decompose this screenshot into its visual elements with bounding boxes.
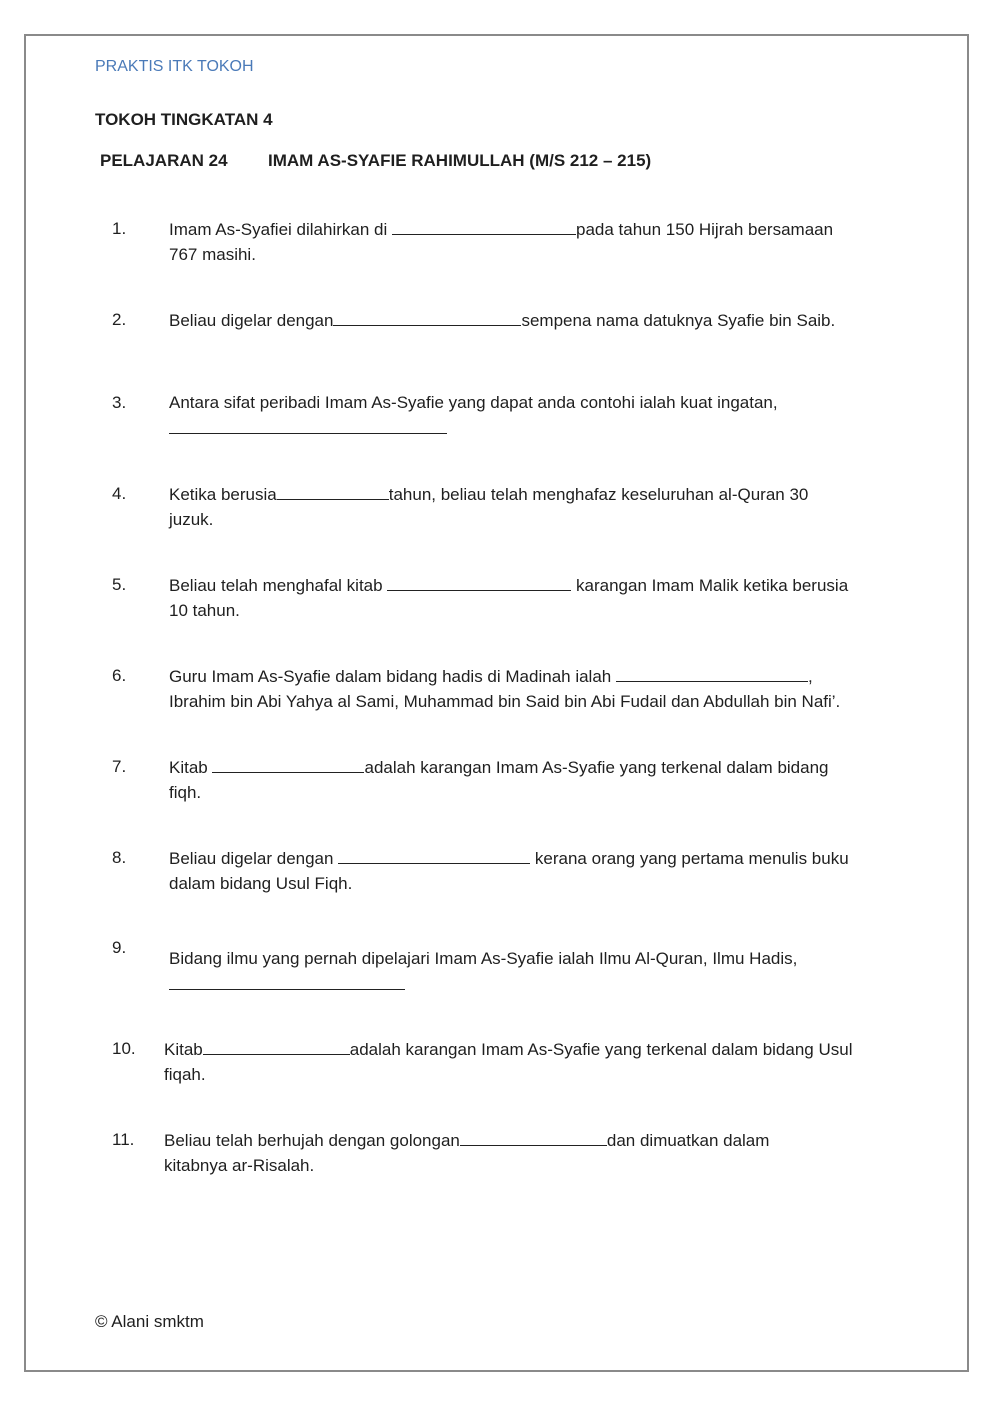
worksheet-header: PRAKTIS ITK TOKOH [95, 58, 254, 75]
question-text: kitabnya ar-Risalah. [164, 1156, 315, 1175]
question-text: Ibrahim bin Abi Yahya al Sami, Muhammad bin Said bin Abi Fudail dan Abdullah bin Nafi’. [169, 692, 841, 711]
question-number: 1. [112, 219, 127, 238]
question-number: 11. [112, 1130, 135, 1149]
question-text: 767 masihi. [169, 245, 256, 264]
answer-blank[interactable] [212, 754, 364, 773]
question-text: Antara sifat peribadi Imam As-Syafie yang dapat anda contohi ialah kuat ingatan, [169, 393, 778, 412]
question-text: Bidang ilmu yang pernah dipelajari Imam As-Syafie ialah Ilmu Al-Quran, Ilmu Hadis, [169, 949, 798, 968]
question-text: pada tahun 150 Hijrah bersamaan [575, 220, 834, 239]
question-text: Kitab [164, 1040, 203, 1059]
answer-blank[interactable] [460, 1127, 607, 1146]
question-text: dan dimuatkan dalam [606, 1131, 770, 1150]
worksheet-title: TOKOH TINGKATAN 4 [95, 110, 273, 129]
answer-blank[interactable] [338, 845, 530, 864]
question-text: sempena nama datuknya Syafie bin Saib. [521, 311, 836, 330]
question-text: fiqah. [164, 1065, 206, 1084]
question-text: Ketika berusia [169, 485, 277, 504]
lesson-label: PELAJARAN 24 [100, 151, 228, 170]
answer-blank[interactable] [392, 216, 576, 235]
answer-blank[interactable] [169, 971, 405, 990]
question-text: adalah karangan Imam As-Syafie yang terkenal dalam bidang Usul [349, 1040, 853, 1059]
question-number: 8. [112, 848, 127, 867]
question-text: , [807, 667, 813, 686]
question-text: kerana orang yang pertama menulis buku [530, 849, 849, 868]
question-text: Beliau telah berhujah dengan golongan [164, 1131, 460, 1150]
question-text: tahun, beliau telah menghafaz keseluruhan al-Quran 30 [388, 485, 809, 504]
lesson-heading [100, 151, 652, 171]
question-number: 2. [112, 310, 127, 329]
question-text: juzuk. [169, 510, 214, 529]
answer-blank[interactable] [387, 572, 571, 591]
question-number: 6. [112, 666, 127, 685]
question-text: fiqh. [169, 783, 202, 802]
answer-blank[interactable] [277, 481, 389, 500]
copyright-footer: © Alani smktm [95, 1312, 204, 1331]
question-number: 9. [112, 938, 127, 957]
question-number: 10. [112, 1039, 136, 1058]
question-number: 5. [112, 575, 127, 594]
question-text: Guru Imam As-Syafie dalam bidang hadis di Madinah ialah [169, 667, 616, 686]
question-number: 7. [112, 757, 127, 776]
answer-blank[interactable] [169, 415, 447, 434]
question-text: Beliau digelar dengan [169, 849, 339, 868]
answer-blank[interactable] [616, 663, 808, 682]
question-text: 10 tahun. [169, 601, 240, 620]
answer-blank[interactable] [203, 1036, 350, 1055]
answer-blank[interactable] [333, 307, 521, 326]
question-text: Beliau digelar dengan [169, 311, 334, 330]
question-text: dalam bidang Usul Fiqh. [169, 874, 353, 893]
lesson-topic: IMAM AS-SYAFIE RAHIMULLAH (M/S 212 – 215) [268, 151, 652, 170]
question-text: Beliau telah menghafal kitab [169, 576, 388, 595]
question-text: Imam As-Syafiei dilahirkan di [169, 220, 392, 239]
question-text: Kitab [169, 758, 213, 777]
question-text: karangan Imam Malik ketika berusia [571, 576, 849, 595]
question-number: 3. [112, 393, 127, 412]
question-number: 4. [112, 484, 127, 503]
question-text: adalah karangan Imam As-Syafie yang terkenal dalam bidang [364, 758, 829, 777]
